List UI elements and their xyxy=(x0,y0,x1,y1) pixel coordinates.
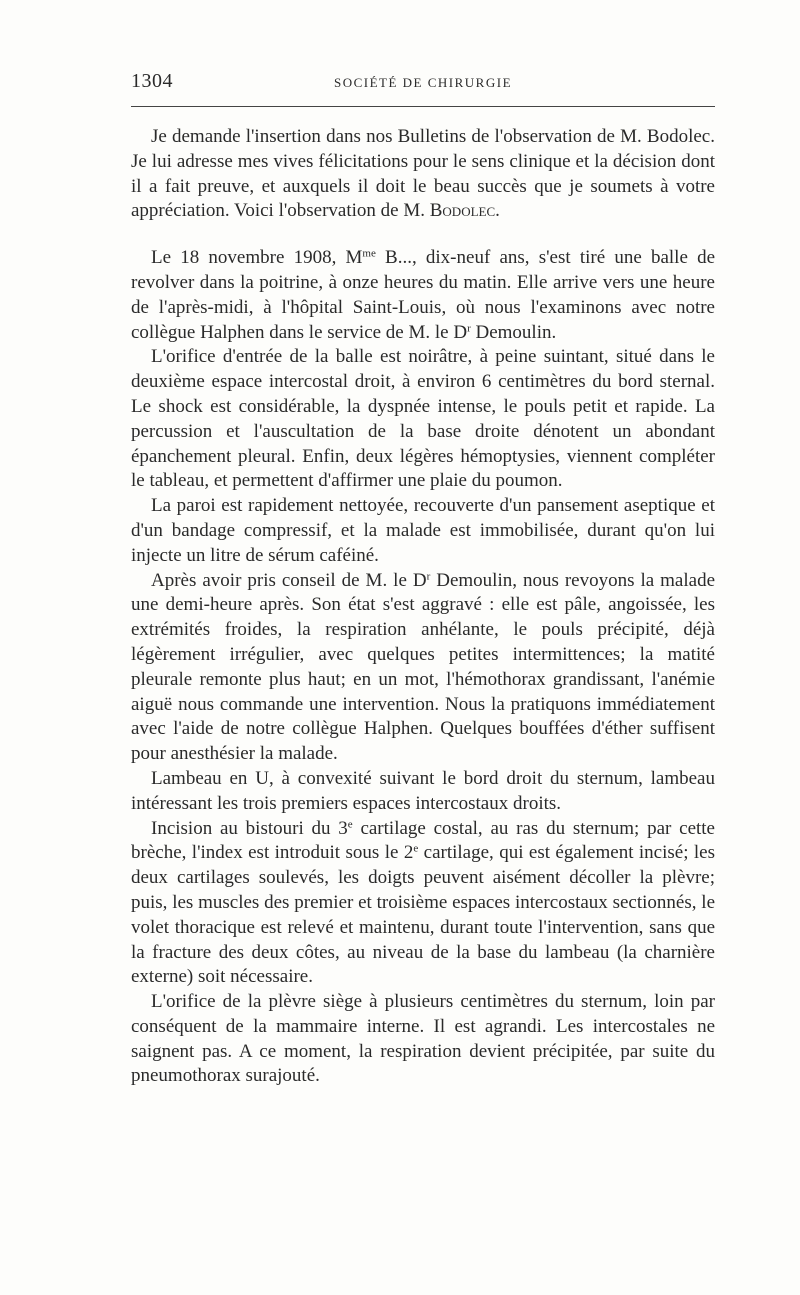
paragraph-aggravation: Après avoir pris conseil de M. le $D^r$ Demoulin, nous revoyons la malade une demi-heure après. Son état s'est aggravé : elle est pâle, angoissée, les extrémités froides, la respiration anhélante, le pouls précipité, déjà légèrement irrégulier, avec quelques petites intermittences; la matité pleurale remonte plus haut; en un mot, l'hémothorax grandissant, l'anémie aiguë nous commande une intervention. Nous la pratiquons immédiatement avec l'aide de notre collègue Halphen. Quelques bouffées d'éther suffisent pour anesthésier la malade. xyxy=(131,569,716,765)
paragraph-incision: Incision au bistouri du 3e cartilage costal, au ras du sternum; par cette brèche, l'index est introduit sous le 2e cartilage, qui est également incisé; les deux cartilages soulevés, les doigts peuvent aisément décoller la plèvre; puis, les muscles des premier et troisième espaces intercostaux sectionnés, le volet thoracique est relevé et maintenu, durant toute l'intervention, sans que la fracture des deux côtes, au niveau de la base du lambeau (la charnière externe) soit nécessaire. xyxy=(131,817,715,988)
author-name: Bodolec xyxy=(429,200,496,222)
running-title: SOCIÉTÉ DE CHIRURGIE xyxy=(333,75,513,90)
paragraph-intro: Je demande l'insertion dans nos Bulletins de l'observation de M. Bodolec. Je lui adresse mes vives félicitations pour le sens clinique et la décision dont il a fait preuve, et auxquels il doit le beau succès que je soumets à votre appréciation. Voici l'observation de M. Bodolec. xyxy=(131,126,715,222)
paragraph-wound: L'orifice d'entrée de la balle est noirâtre, à peine suintant, situé dans le deuxième espace intercostal droit, à environ 6 centimètres du bord sternal. Le shock est considérable, la dyspnée intense, le pouls petit et rapide. La percussion et l'auscultation de la base droite dénotent un abondant épanchement pleural. Enfin, deux légères hémoptysies, viennent compléter le tableau, et permettent d'affirmer une plaie du poumon. xyxy=(131,346,715,492)
page-number: 1304 xyxy=(131,70,173,92)
paragraph-case: Le 18 novembre 1908, $M^{me}$ B..., dix-neuf ans, s'est tiré une balle de revolver dans la poitrine, à onze heures du matin. Elle arrive vers une heure de l'après-midi, à l'hôpital Saint-Louis, où nous l'examinons avec notre collègue Halphen dans le service de M. le $D^r$ Demoulin. xyxy=(131,247,715,343)
page-header xyxy=(131,70,715,100)
body-text xyxy=(131,125,715,1089)
paragraph-pleura: L'orifice de la plèvre siège à plusieurs centimètres du sternum, loin par conséquent de la mammaire interne. Il est agrandi. Les intercostales ne saignent pas. A ce moment, la respiration devient précipitée, par suite du pneumothorax surajouté. xyxy=(131,991,715,1087)
document-page xyxy=(131,70,715,1089)
paragraph-flap: Lambeau en U, à convexité suivant le bord droit du sternum, lambeau intéressant les trois premiers espaces intercostaux droits. xyxy=(131,767,715,814)
paragraph-dressing: La paroi est rapidement nettoyée, recouverte d'un pansement aseptique et d'un bandage compressif, et la malade est immobilisée, durant qu'on lui injecte un litre de sérum caféiné. xyxy=(131,495,715,566)
header-rule xyxy=(131,106,715,107)
